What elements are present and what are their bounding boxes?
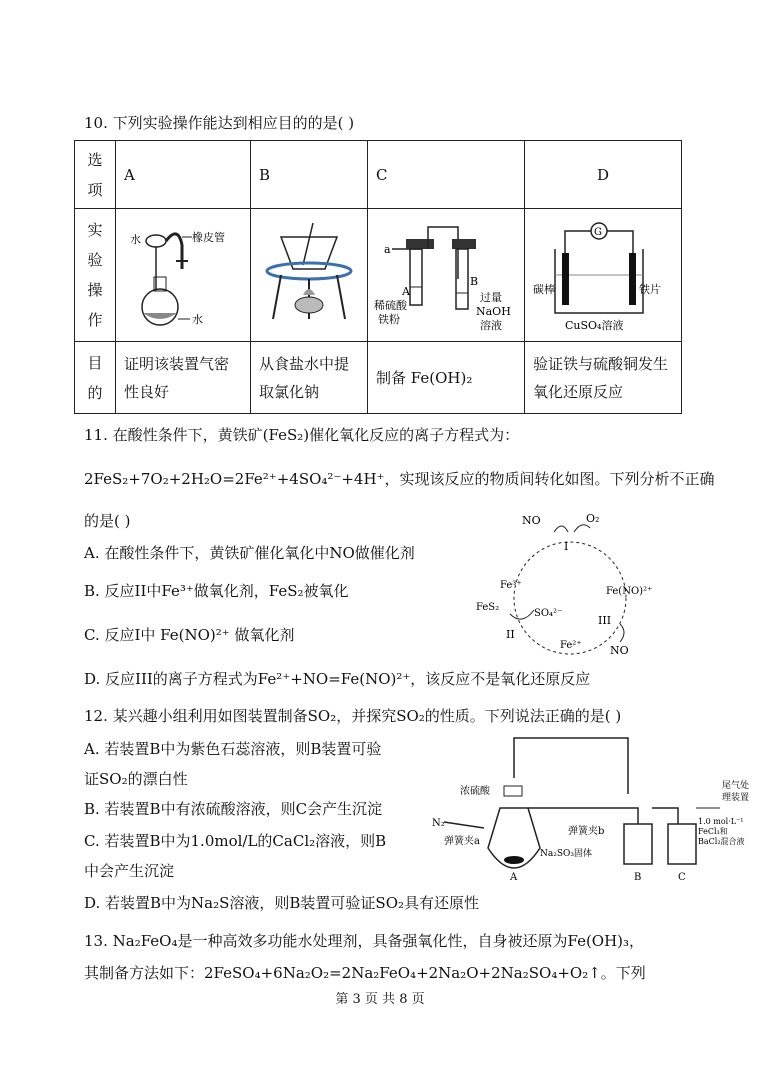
label-iron-sheet: 铁片 [639,283,661,296]
purpose-b: 从食盐水中提取氯化钠 [251,342,368,414]
label-excess: 过量 [480,291,502,304]
label-no-bottom: NO [610,644,629,657]
label-carbon-rod: 碳棒 [533,283,555,296]
purpose-d: 验证铁与硫酸铜发生氧化还原反应 [525,342,682,414]
label-conc: 1.0 mol·L⁻¹ [698,817,744,826]
q10-stem: 10. 下列实验操作能达到相应目的的是( ) [84,114,355,132]
label-feno: Fe(NO)²⁺ [606,586,653,597]
label-fecl3: FeCl₃和 [698,827,728,836]
label-A: A [402,285,410,298]
q11-cycle-diagram [470,502,680,662]
q11-stem-3: 的是( ) [84,512,131,530]
row-head-operation-text: 实验操作 [87,221,103,329]
label-fe3: Fe³⁺ [500,580,522,591]
row-head-purpose-text: 目的 [87,353,103,402]
label-na2so3: Na₂SO₃固体 [540,849,593,859]
q10-table [74,140,682,414]
col-d: D [525,141,682,209]
label-o2: O₂ [586,512,600,525]
label-tail-gas-1: 尾气处 [722,781,750,791]
col-a: A [116,141,251,209]
evaporation-apparatus-image [251,209,367,337]
q11-stem-1: 11. 在酸性条件下，黄铁矿(FeS₂)催化氧化反应的离子方程式为： [84,426,520,444]
q11-option-b: B. 反应II中Fe³⁺做氧化剂，FeS₂被氧化 [84,582,349,600]
apparatus-c [368,209,525,342]
label-water-bottom: 水 [192,313,203,326]
label-iron-powder: 铁粉 [378,313,400,326]
apparatus-d [525,209,682,342]
q11-stem-2: 2FeS₂+7O₂+2H₂O=2Fe²⁺+4SO₄²⁻+4H⁺，实现该反应的物质间转化如图。下列分析不正确 [84,470,715,488]
q13-stem-2: 其制备方法如下：2FeSO₄+6Na₂O₂=2Na₂FeO₄+2Na₂O+2Na₂SO₄+O₂↑。下列 [84,964,646,982]
label-solution: 溶液 [480,319,502,332]
q12-apparatus-diagram [428,728,750,888]
col-c: C [368,141,525,209]
airtightness-apparatus-image [116,209,250,337]
row-head-option: 选项 [75,141,116,209]
label-clamp-a: 弹簧夹a [444,836,480,847]
label-I: I [564,540,569,553]
label-conc-h2so4: 浓硫酸 [460,786,490,797]
q12-option-a-1: A. 若装置B中为紫色石蕊溶液，则B装置可验 [84,740,382,758]
label-clamp-b: 弹簧夹b [568,826,605,837]
q13-stem-1: 13. Na₂FeO₄是一种高效多功能水处理剂，具备强氧化性，自身被还原为Fe(OH)₃， [84,932,645,950]
q12-option-a-2: 证SO₂的漂白性 [84,770,188,788]
label-naoh: NaOH [476,305,511,318]
label-II: II [506,628,515,641]
purpose-c: 制备 Fe(OH)₂ [368,342,525,414]
label-dilute-h2so4: 稀硫酸 [374,299,407,312]
galvanometer-label: G [594,227,602,238]
row-head-purpose [75,342,116,414]
purpose-a: 证明该装置气密性良好 [116,342,251,414]
label-C: C [678,872,686,883]
label-A: A [510,872,518,883]
label-bacl2: BaCl₂混合液 [698,837,745,846]
galvanic-cell-image [525,209,673,337]
col-b: B [251,141,368,209]
q12-option-c-2: 中会产生沉淀 [84,862,175,880]
q11-option-c: C. 反应I中 Fe(NO)²⁺ 做氧化剂 [84,626,295,644]
row-head-operation [75,209,116,342]
feoh2-apparatus-image [368,209,524,337]
label-tail-gas-2: 理装置 [722,793,750,803]
label-n2: N₂ [432,818,445,829]
label-cuso4: CuSO₄溶液 [565,319,624,332]
label-B: B [634,872,642,883]
q11-option-d: D. 反应III的离子方程式为Fe²⁺+NO=Fe(NO)²⁺，该反应不是氧化还原反应 [84,670,591,688]
label-B: B [470,275,479,288]
apparatus-b [251,209,368,342]
label-fes2: FeS₂ [476,602,500,613]
apparatus-a [116,209,251,342]
page-footer: 第 3 页 共 8 页 [335,992,425,1007]
q12-option-d: D. 若装置B中为Na₂S溶液，则B装置可验证SO₂具有还原性 [84,894,480,912]
label-a: a [384,243,391,256]
q12-option-b: B. 若装置B中有浓硫酸溶液，则C会产生沉淀 [84,800,383,818]
label-so4: SO₄²⁻ [534,608,563,619]
label-no-top: NO [522,514,541,527]
q11-option-a: A. 在酸性条件下，黄铁矿催化氧化中NO做催化剂 [84,544,415,562]
label-fe2: Fe²⁺ [560,640,582,651]
label-III: III [598,614,612,627]
label-water-top: 水 [130,233,141,246]
q12-stem: 12. 某兴趣小组利用如图装置制备SO₂，并探究SO₂的性质。下列说法正确的是( ) [84,707,622,725]
label-rubber-tube: 橡皮管 [192,231,225,244]
q12-option-c-1: C. 若装置B中为1.0mol/L的CaCl₂溶液，则B [84,832,387,850]
